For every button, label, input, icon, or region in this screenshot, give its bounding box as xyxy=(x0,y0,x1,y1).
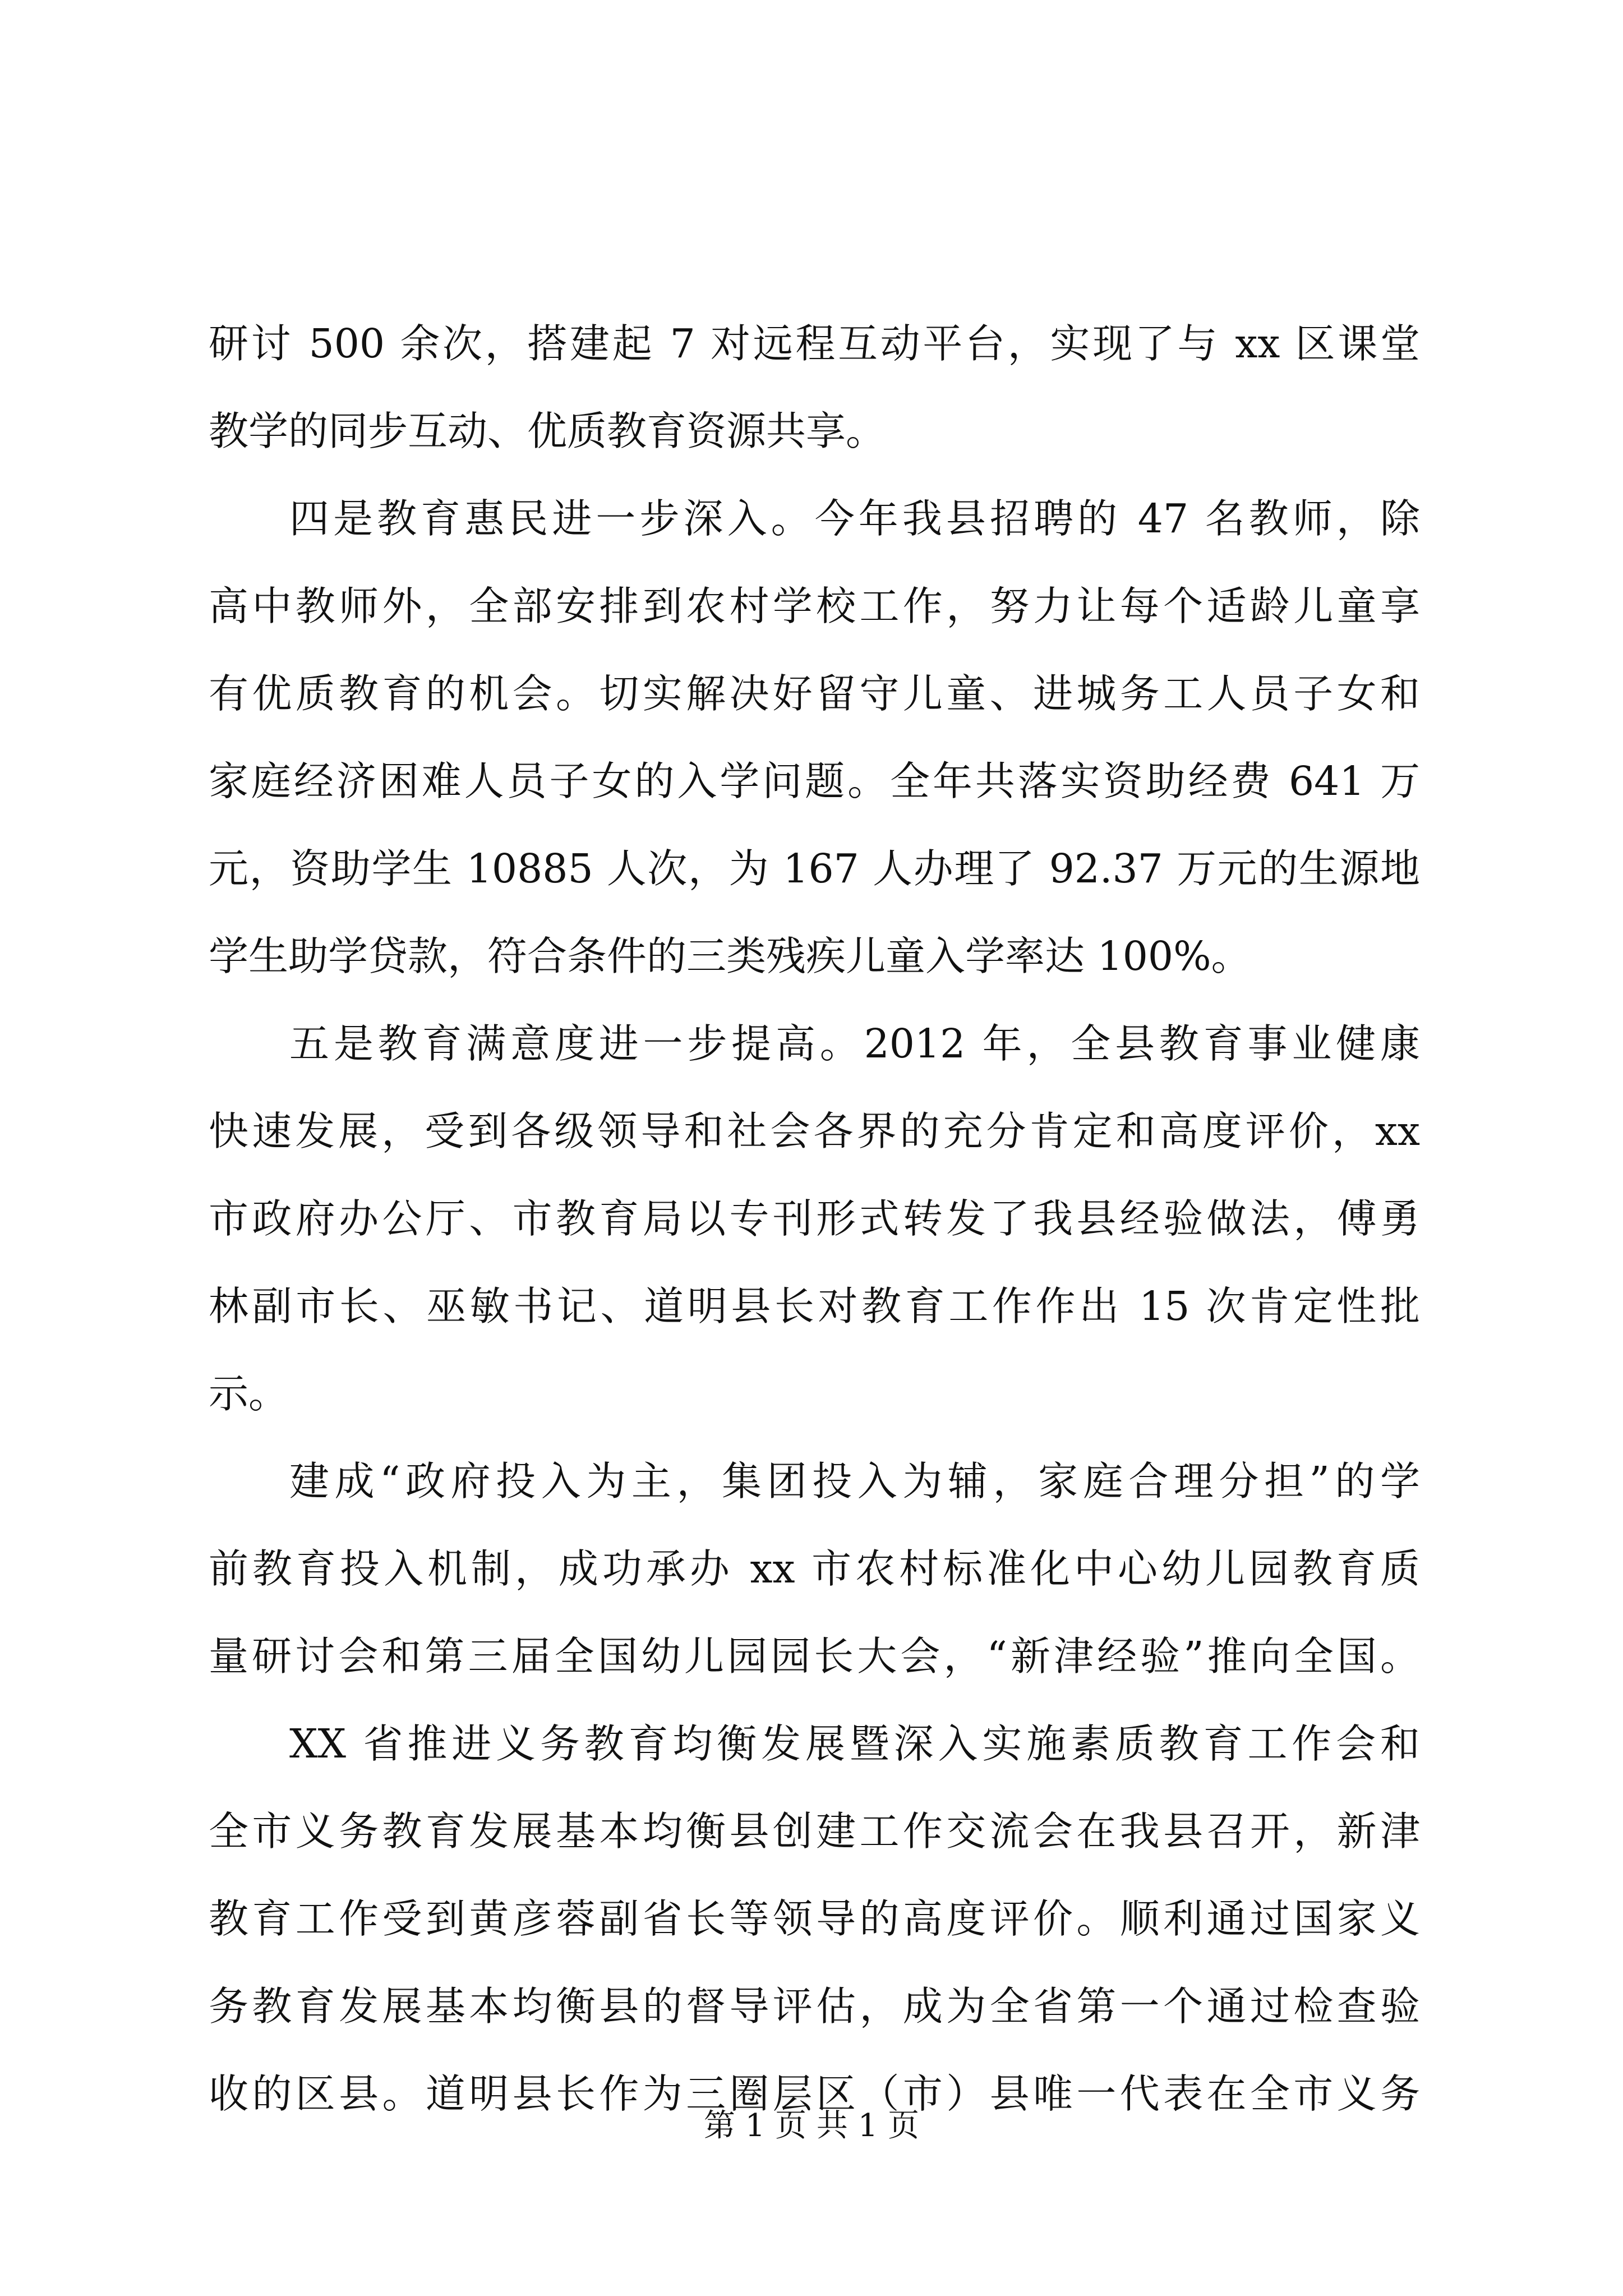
text-line: XX 省推进义务教育均衡发展暨深入实施素质教育工作会和 xyxy=(289,1720,1420,1767)
paragraph xyxy=(209,1000,1420,1438)
page-footer: 第 1 页 共 1 页 xyxy=(703,2108,920,2144)
text-line: 四是教育惠民进一步深入。今年我县招聘的 47 名教师，除 xyxy=(289,495,1420,542)
text-line: 教育工作受到黄彦蓉副省长等领导的高度评价。顺利通过国家义 xyxy=(209,1895,1420,1942)
text-line: 有优质教育的机会。切实解决好留守儿童、进城务工人员子女和 xyxy=(209,670,1420,717)
paragraph xyxy=(209,300,1420,475)
text-line: 市政府办公厅、市教育局以专刊形式转发了我县经验做法，傅勇 xyxy=(209,1195,1420,1242)
text-line: 研讨 500 余次，搭建起 7 对远程互动平台，实现了与 xx 区课堂 xyxy=(209,320,1420,367)
text-line: 示。 xyxy=(209,1370,289,1417)
text-line: 量研讨会和第三届全国幼儿园园长大会，“新津经验”推向全国。 xyxy=(209,1633,1420,1680)
text-line: 收的区县。道明县长作为三圈层区（市）县唯一代表在全市义务 xyxy=(209,2070,1420,2117)
text-line: 务教育发展基本均衡县的督导评估，成为全省第一个通过检查验 xyxy=(209,1983,1420,2030)
text-line: 教学的同步互动、优质教育资源共享。 xyxy=(209,408,886,454)
text-line: 五是教育满意度进一步提高。2012 年，全县教育事业健康 xyxy=(289,1020,1420,1067)
text-line: 建成“政府投入为主，集团投入为辅，家庭合理分担”的学 xyxy=(289,1458,1420,1504)
text-line: 林副市长、巫敏书记、道明县长对教育工作作出 15 次肯定性批 xyxy=(209,1283,1420,1329)
text-line: 高中教师外，全部安排到农村学校工作，努力让每个适龄儿童享 xyxy=(209,583,1420,629)
document-body xyxy=(209,300,1420,2138)
paragraph xyxy=(209,1700,1420,2138)
paragraph xyxy=(209,1438,1420,1700)
text-line: 前教育投入机制，成功承办 xx 市农村标准化中心幼儿园教育质 xyxy=(209,1545,1420,1592)
text-line: 全市义务教育发展基本均衡县创建工作交流会在我县召开，新津 xyxy=(209,1808,1420,1855)
text-line: 家庭经济困难人员子女的入学问题。全年共落实资助经费 641 万 xyxy=(209,758,1420,804)
text-line: 快速发展，受到各级领导和社会各界的充分肯定和高度评价，xx xyxy=(209,1108,1420,1154)
paragraph xyxy=(209,475,1420,1000)
text-line: 学生助学贷款，符合条件的三类残疾儿童入学率达 100%。 xyxy=(209,933,1251,979)
text-line: 元，资助学生 10885 人次，为 167 人办理了 92.37 万元的生源地 xyxy=(209,845,1420,892)
